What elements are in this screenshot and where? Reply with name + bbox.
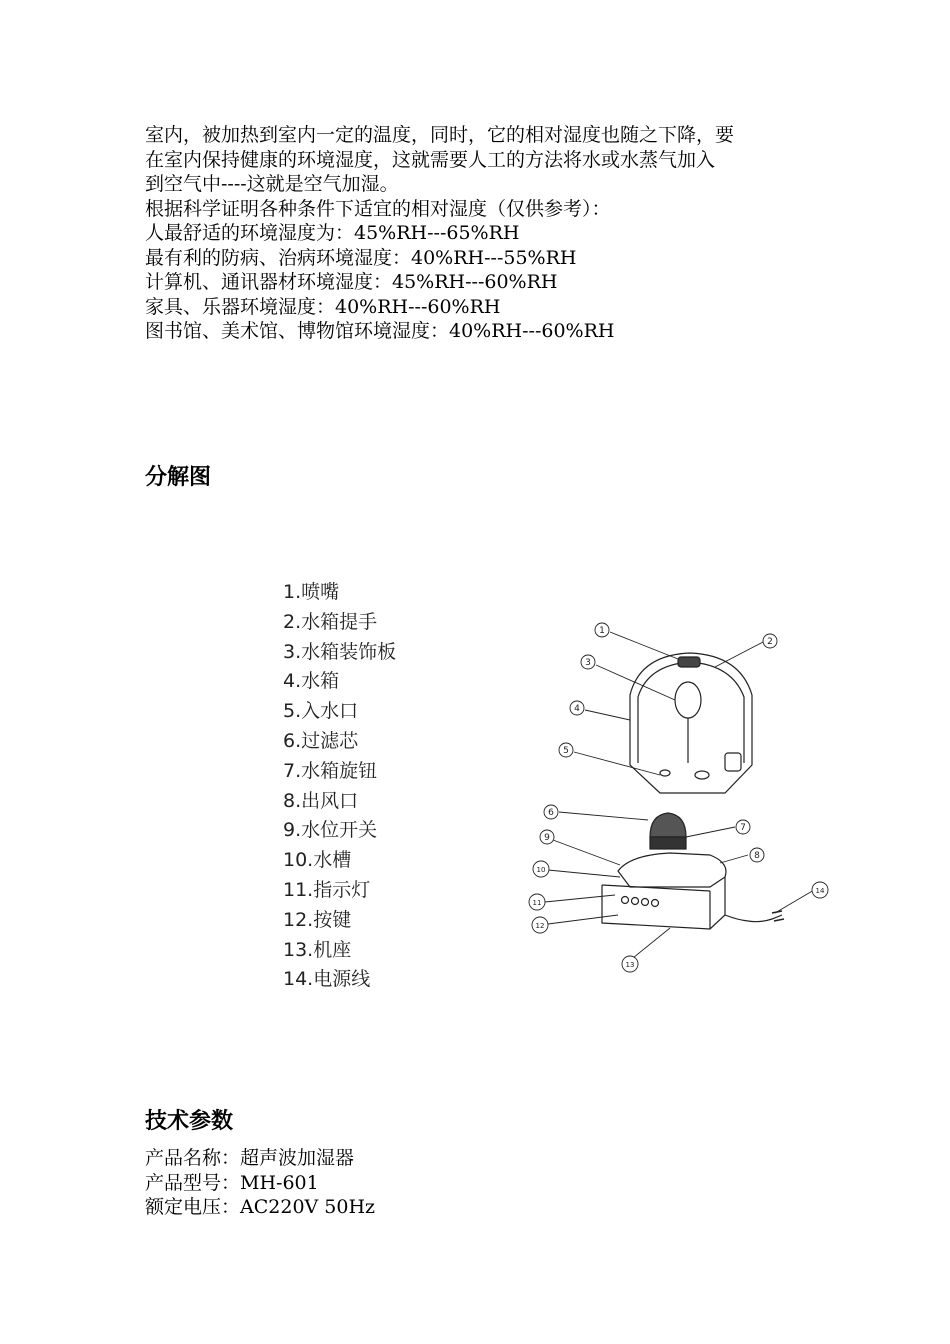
spec-label: 额定电压： xyxy=(145,1196,241,1218)
callout-number: 3 xyxy=(585,658,591,668)
humidifier-exploded-diagram xyxy=(520,615,840,975)
part-item: 2.水箱提手 xyxy=(283,610,378,633)
spec-row xyxy=(145,1195,375,1220)
spec-label: 产品名称： xyxy=(145,1147,241,1169)
callout-number: 4 xyxy=(574,704,580,714)
specs-heading: 技术参数 xyxy=(145,1109,234,1134)
intro-line: 最有利的防病、治病环境湿度：40%RH---55%RH xyxy=(145,246,577,269)
spec-row xyxy=(145,1146,375,1171)
callout-number: 2 xyxy=(767,637,773,647)
part-item: 5.入水口 xyxy=(283,700,359,723)
base-top xyxy=(618,853,726,887)
spec-value: 超声波加湿器 xyxy=(240,1147,355,1169)
intro-line: 图书馆、美术馆、博物馆环境湿度：40%RH---60%RH xyxy=(145,320,615,342)
part-item: 14.电源线 xyxy=(283,968,371,991)
intro-line: 人最舒适的环境湿度为：45%RH---65%RH xyxy=(145,222,520,244)
spec-label: 产品型号： xyxy=(145,1171,241,1194)
callout-number: 1 xyxy=(599,626,605,636)
callout-number: 8 xyxy=(754,851,760,861)
callout-number: 12 xyxy=(535,922,545,930)
parts-list xyxy=(283,578,396,995)
tank-handle xyxy=(678,657,700,667)
decor-panel xyxy=(675,682,701,718)
part-item: 7.水箱旋钮 xyxy=(283,759,378,782)
part-item: 1.喷嘴 xyxy=(283,581,340,603)
part-item: 13.机座 xyxy=(283,938,352,961)
intro-line: 根据科学证明各种条件下适宜的相对湿度（仅供参考）： xyxy=(145,197,611,220)
callout-number: 6 xyxy=(548,808,554,818)
intro-line: 室内，被加热到室内一定的温度，同时，它的相对湿度也随之下降，要 xyxy=(145,124,735,146)
power-cord xyxy=(725,915,782,922)
callout-number: 14 xyxy=(815,887,825,895)
intro-line: 计算机、通讯器材环境湿度：45%RH---60%RH xyxy=(145,271,558,293)
specs-list xyxy=(145,1146,375,1220)
callout-number: 7 xyxy=(740,823,746,833)
part-item: 3.水箱装饰板 xyxy=(283,640,397,663)
part-item: 4.水箱 xyxy=(283,670,340,693)
filter-core xyxy=(650,813,686,837)
exploded-view-heading: 分解图 xyxy=(145,465,212,490)
spec-value: AC220V 50Hz xyxy=(240,1196,376,1218)
callout-number: 5 xyxy=(563,746,569,756)
intro-text xyxy=(145,123,825,344)
water-tank-inner xyxy=(638,662,744,763)
callout-number: 11 xyxy=(532,899,542,907)
callout-number: 13 xyxy=(625,961,635,969)
spec-value: MH-601 xyxy=(240,1171,319,1194)
intro-line: 在室内保持健康的环境湿度，这就需要人工的方法将水或水蒸气加入 xyxy=(145,148,716,171)
callout-number: 10 xyxy=(536,866,546,874)
base-body xyxy=(602,877,725,929)
callout-number: 9 xyxy=(544,833,550,843)
part-item: 6.过滤芯 xyxy=(283,729,359,752)
part-item: 8.出风口 xyxy=(283,789,359,812)
part-item: 9.水位开关 xyxy=(283,819,378,842)
intro-line: 到空气中----这就是空气加湿。 xyxy=(145,173,399,195)
spec-row xyxy=(145,1171,375,1196)
intro-line: 家具、乐器环境湿度：40%RH---60%RH xyxy=(145,295,501,318)
part-item: 10.水槽 xyxy=(283,849,352,872)
part-item: 11.指示灯 xyxy=(283,878,371,901)
part-item: 12.按键 xyxy=(283,908,352,931)
